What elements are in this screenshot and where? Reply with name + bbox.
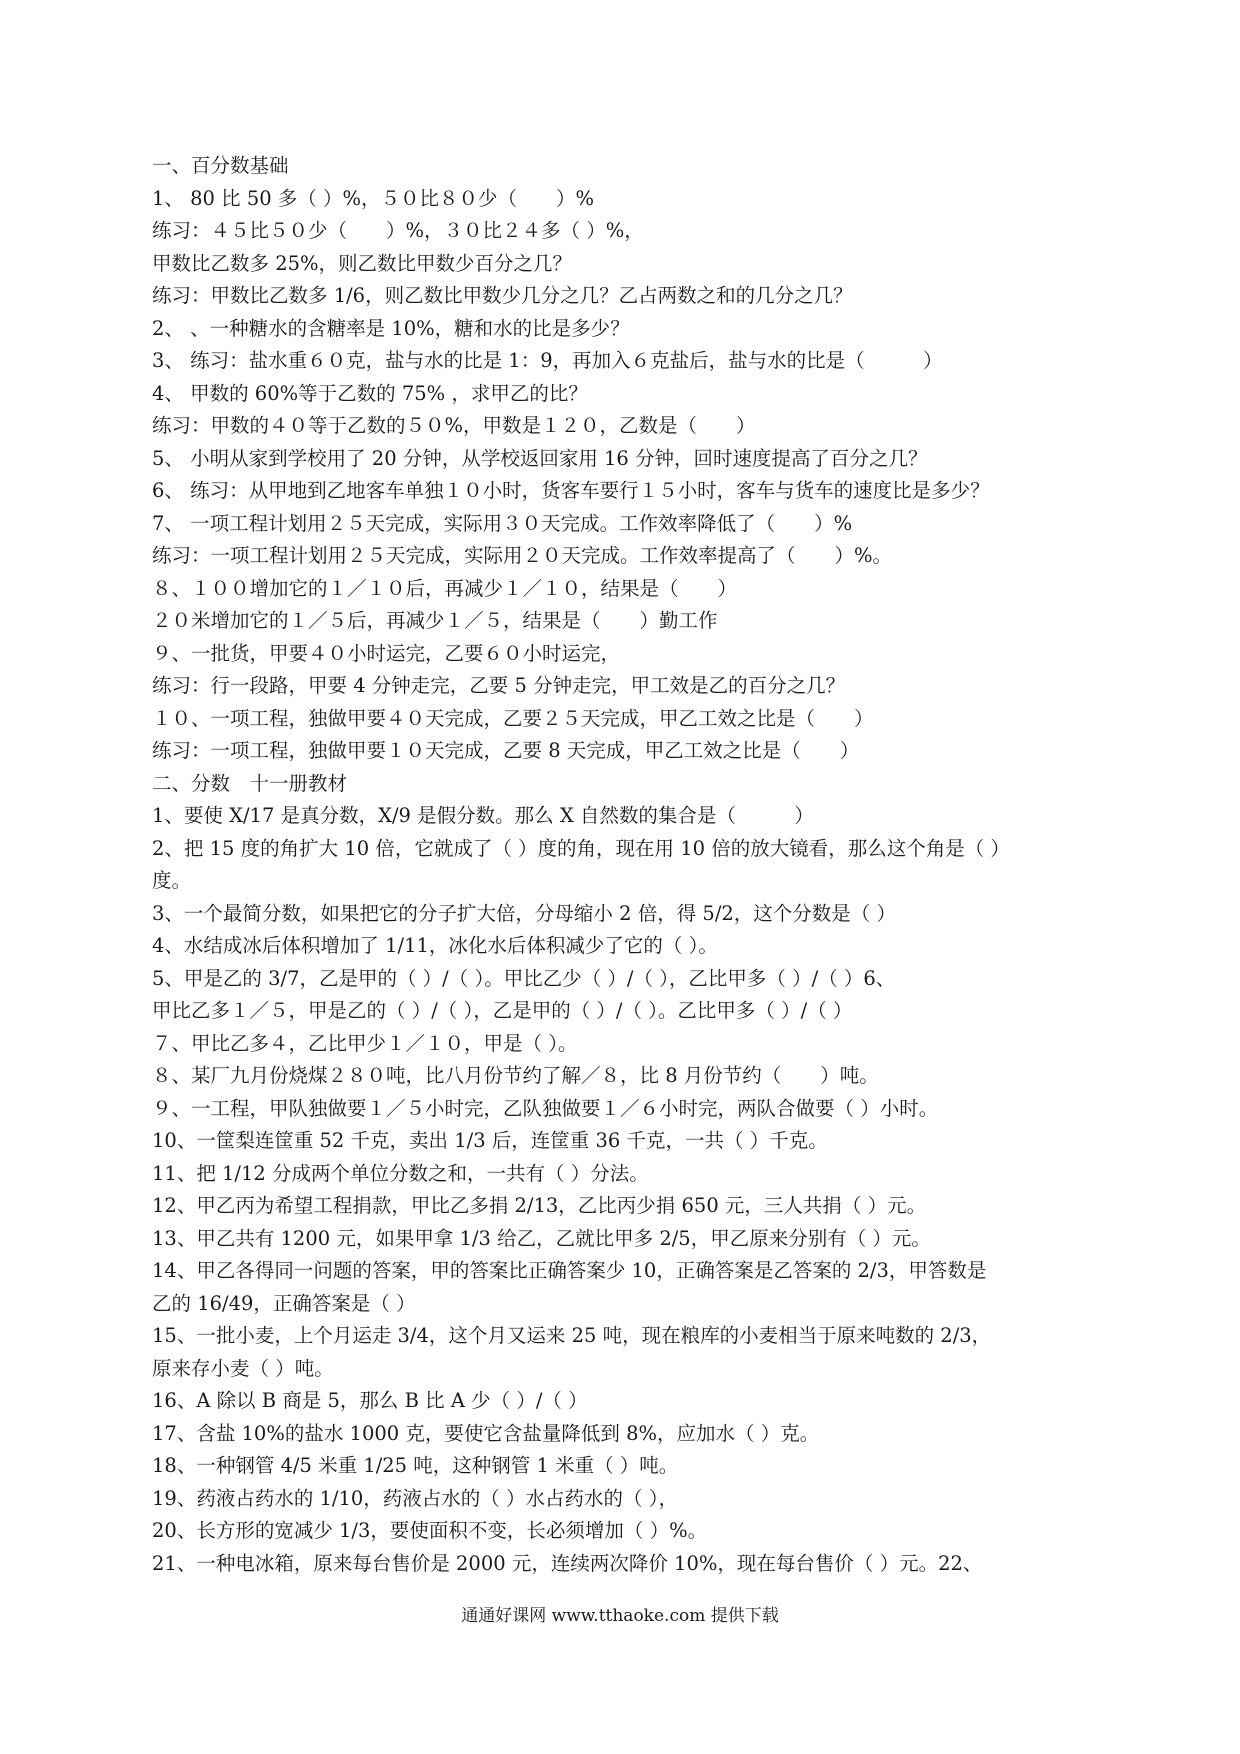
text-line: 2、 、一种糖水的含糖率是 10%，糖和水的比是多少？ [152, 316, 630, 340]
text-line: 11、把 1/12 分成两个单位分数之和，一共有（ ）分法。 [152, 1161, 649, 1185]
text-line: 2、把 15 度的角扩大 10 倍，它就成了（ ）度的角，现在用 10 倍的放大镜看，那么这个角是（ ） [152, 836, 1010, 860]
text-line: 原来存小麦（ ）吨。 [152, 1356, 334, 1380]
text-line: 练习：一项工程计划用２５天完成，实际用２０天完成。工作效率提高了（ ）%。 [152, 544, 893, 567]
text-line: 19、药液占药水的 1/10，药液占水的（ ）水占药水的（ ）， [152, 1486, 678, 1510]
text-line: ７、甲比乙多４，乙比甲少１／１０，甲是（ ）。 [152, 1031, 578, 1055]
text-line: 13、甲乙共有 1200 元，如果甲拿 1/3 给乙，乙就比甲多 2/5，甲乙原来分别有（ ）元。 [152, 1226, 931, 1250]
text-line: 16、A 除以 B 商是 5，那么 B 比 A 少（ ）/（ ） [152, 1389, 588, 1412]
text-line: 3、 练习：盐水重６０克，盐与水的比是 1：9，再加入６克盐后，盐与水的比是（ ） [152, 349, 943, 372]
text-line: 二、分数 十一册教材 [152, 771, 348, 795]
text-line: 5、 小明从家到学校用了 20 分钟，从学校返回家用 16 分钟，回时速度提高了百分之几？ [152, 446, 928, 470]
text-line: 甲比乙多１／５，甲是乙的（ ）/（ ），乙是甲的（ ）/（ ）。乙比甲多（ ）/（ ） [152, 999, 853, 1022]
text-line: ９、一工程，甲队独做要１／５小时完，乙队独做要１／６小时完，两队合做要（ ）小时。 [152, 1096, 939, 1120]
text-line: 练习：４５比５０少（ ）%，３０比２４多（ ）%， [152, 219, 644, 242]
text-line: 甲数比乙数多 25%，则乙数比甲数少百分之几？ [152, 251, 573, 275]
text-line: 4、 甲数的 60%等于乙数的 75% ，求甲乙的比？ [152, 381, 588, 405]
text-line: 18、一种钢管 4/5 米重 1/25 吨，这种钢管 1 米重（ ）吨。 [152, 1454, 679, 1477]
text-line: ８、１００增加它的１／１０后，再减少１／１０，结果是（ ） [152, 576, 738, 600]
text-line: ２０米增加它的１／５后，再减少１／５，结果是（ ）勤工作 [152, 609, 718, 632]
text-line: 6、 练习：从甲地到乙地客车单独１０小时，货客车要行１５小时，客车与货车的速度比是多少？ [152, 479, 990, 502]
text-line: 一、百分数基础 [152, 154, 289, 177]
text-line: 17、含盐 10%的盐水 1000 克，要使它含盐量降低到 8%，应加水（ ）克。 [152, 1421, 820, 1445]
text-line: 20、长方形的宽减少 1/3，要使面积不变，长必须增加（ ）%。 [152, 1519, 708, 1542]
document-body [152, 150, 1092, 1580]
text-line: 3、一个最简分数，如果把它的分子扩大倍，分母缩小 2 倍，得 5/2，这个分数是（ ） [152, 901, 896, 925]
text-line: 5、甲是乙的 3/7，乙是甲的（ ）/（ ）。甲比乙少（ ）/（ ），乙比甲多（ ）/（ ）6、 [152, 966, 896, 990]
text-line: 14、甲乙各得同一问题的答案，甲的答案比正确答案少 10，正确答案是乙答案的 2/3，甲答数是 [152, 1259, 987, 1282]
text-line: 7、 一项工程计划用２５天完成，实际用３０天完成。工作效率降低了（ ）% [152, 511, 853, 535]
text-line: ８、某厂九月份烧煤２８０吨，比八月份节约了解／８，比 8 月份节约（ ）吨。 [152, 1064, 879, 1087]
text-line: 4、水结成冰后体积增加了 1/11，冰化水后体积减少了它的（ ）。 [152, 934, 718, 957]
text-line: 21、一种电冰箱，原来每台售价是 2000 元，连续两次降价 10%，现在每台售价（ ）元。22、 [152, 1551, 983, 1575]
text-line: 练习：甲数的４０等于乙数的５０%，甲数是１２０，乙数是（ ） [152, 414, 756, 437]
text-line: １０、一项工程，独做甲要４０天完成，乙要２５天完成，甲乙工效之比是（ ） [152, 706, 874, 730]
text-line: 练习：行一段路，甲要 4 分钟走完，乙要 5 分钟走完，甲工效是乙的百分之几？ [152, 674, 846, 697]
text-line: 度。 [152, 869, 192, 892]
text-line: ９、一批货，甲要４０小时运完，乙要６０小时运完， [152, 641, 621, 665]
text-line: 练习：甲数比乙数多 1/6，则乙数比甲数少几分之几？乙占两数之和的几分之几？ [152, 284, 853, 307]
text-line: 12、甲乙丙为希望工程捐款，甲比乙多捐 2/13，乙比丙少捐 650 元，三人共捐（ ）元。 [152, 1194, 927, 1217]
text-line: 10、一筐梨连筐重 52 千克，卖出 1/3 后，连筐重 36 千克，一共（ ）千克。 [152, 1129, 828, 1152]
text-line: 1、要使 X/17 是真分数，X/9 是假分数。那么 X 自然数的集合是（ ） [152, 804, 814, 827]
text-line: 15、一批小麦，上个月运走 3/4，这个月又运来 25 吨，现在粮库的小麦相当于原来吨数的 2/3， [152, 1324, 992, 1347]
page-footer: 通通好课网 www.tthaoke.com 提供下载 [461, 1606, 779, 1626]
text-line: 乙的 16/49，正确答案是（ ） [152, 1291, 416, 1315]
text-line: 练习：一项工程，独做甲要１０天完成，乙要 8 天完成，甲乙工效之比是（ ） [152, 739, 860, 762]
text-line: 1、 80 比 50 多（ ）%，５０比８０少（ ）% [152, 186, 595, 210]
